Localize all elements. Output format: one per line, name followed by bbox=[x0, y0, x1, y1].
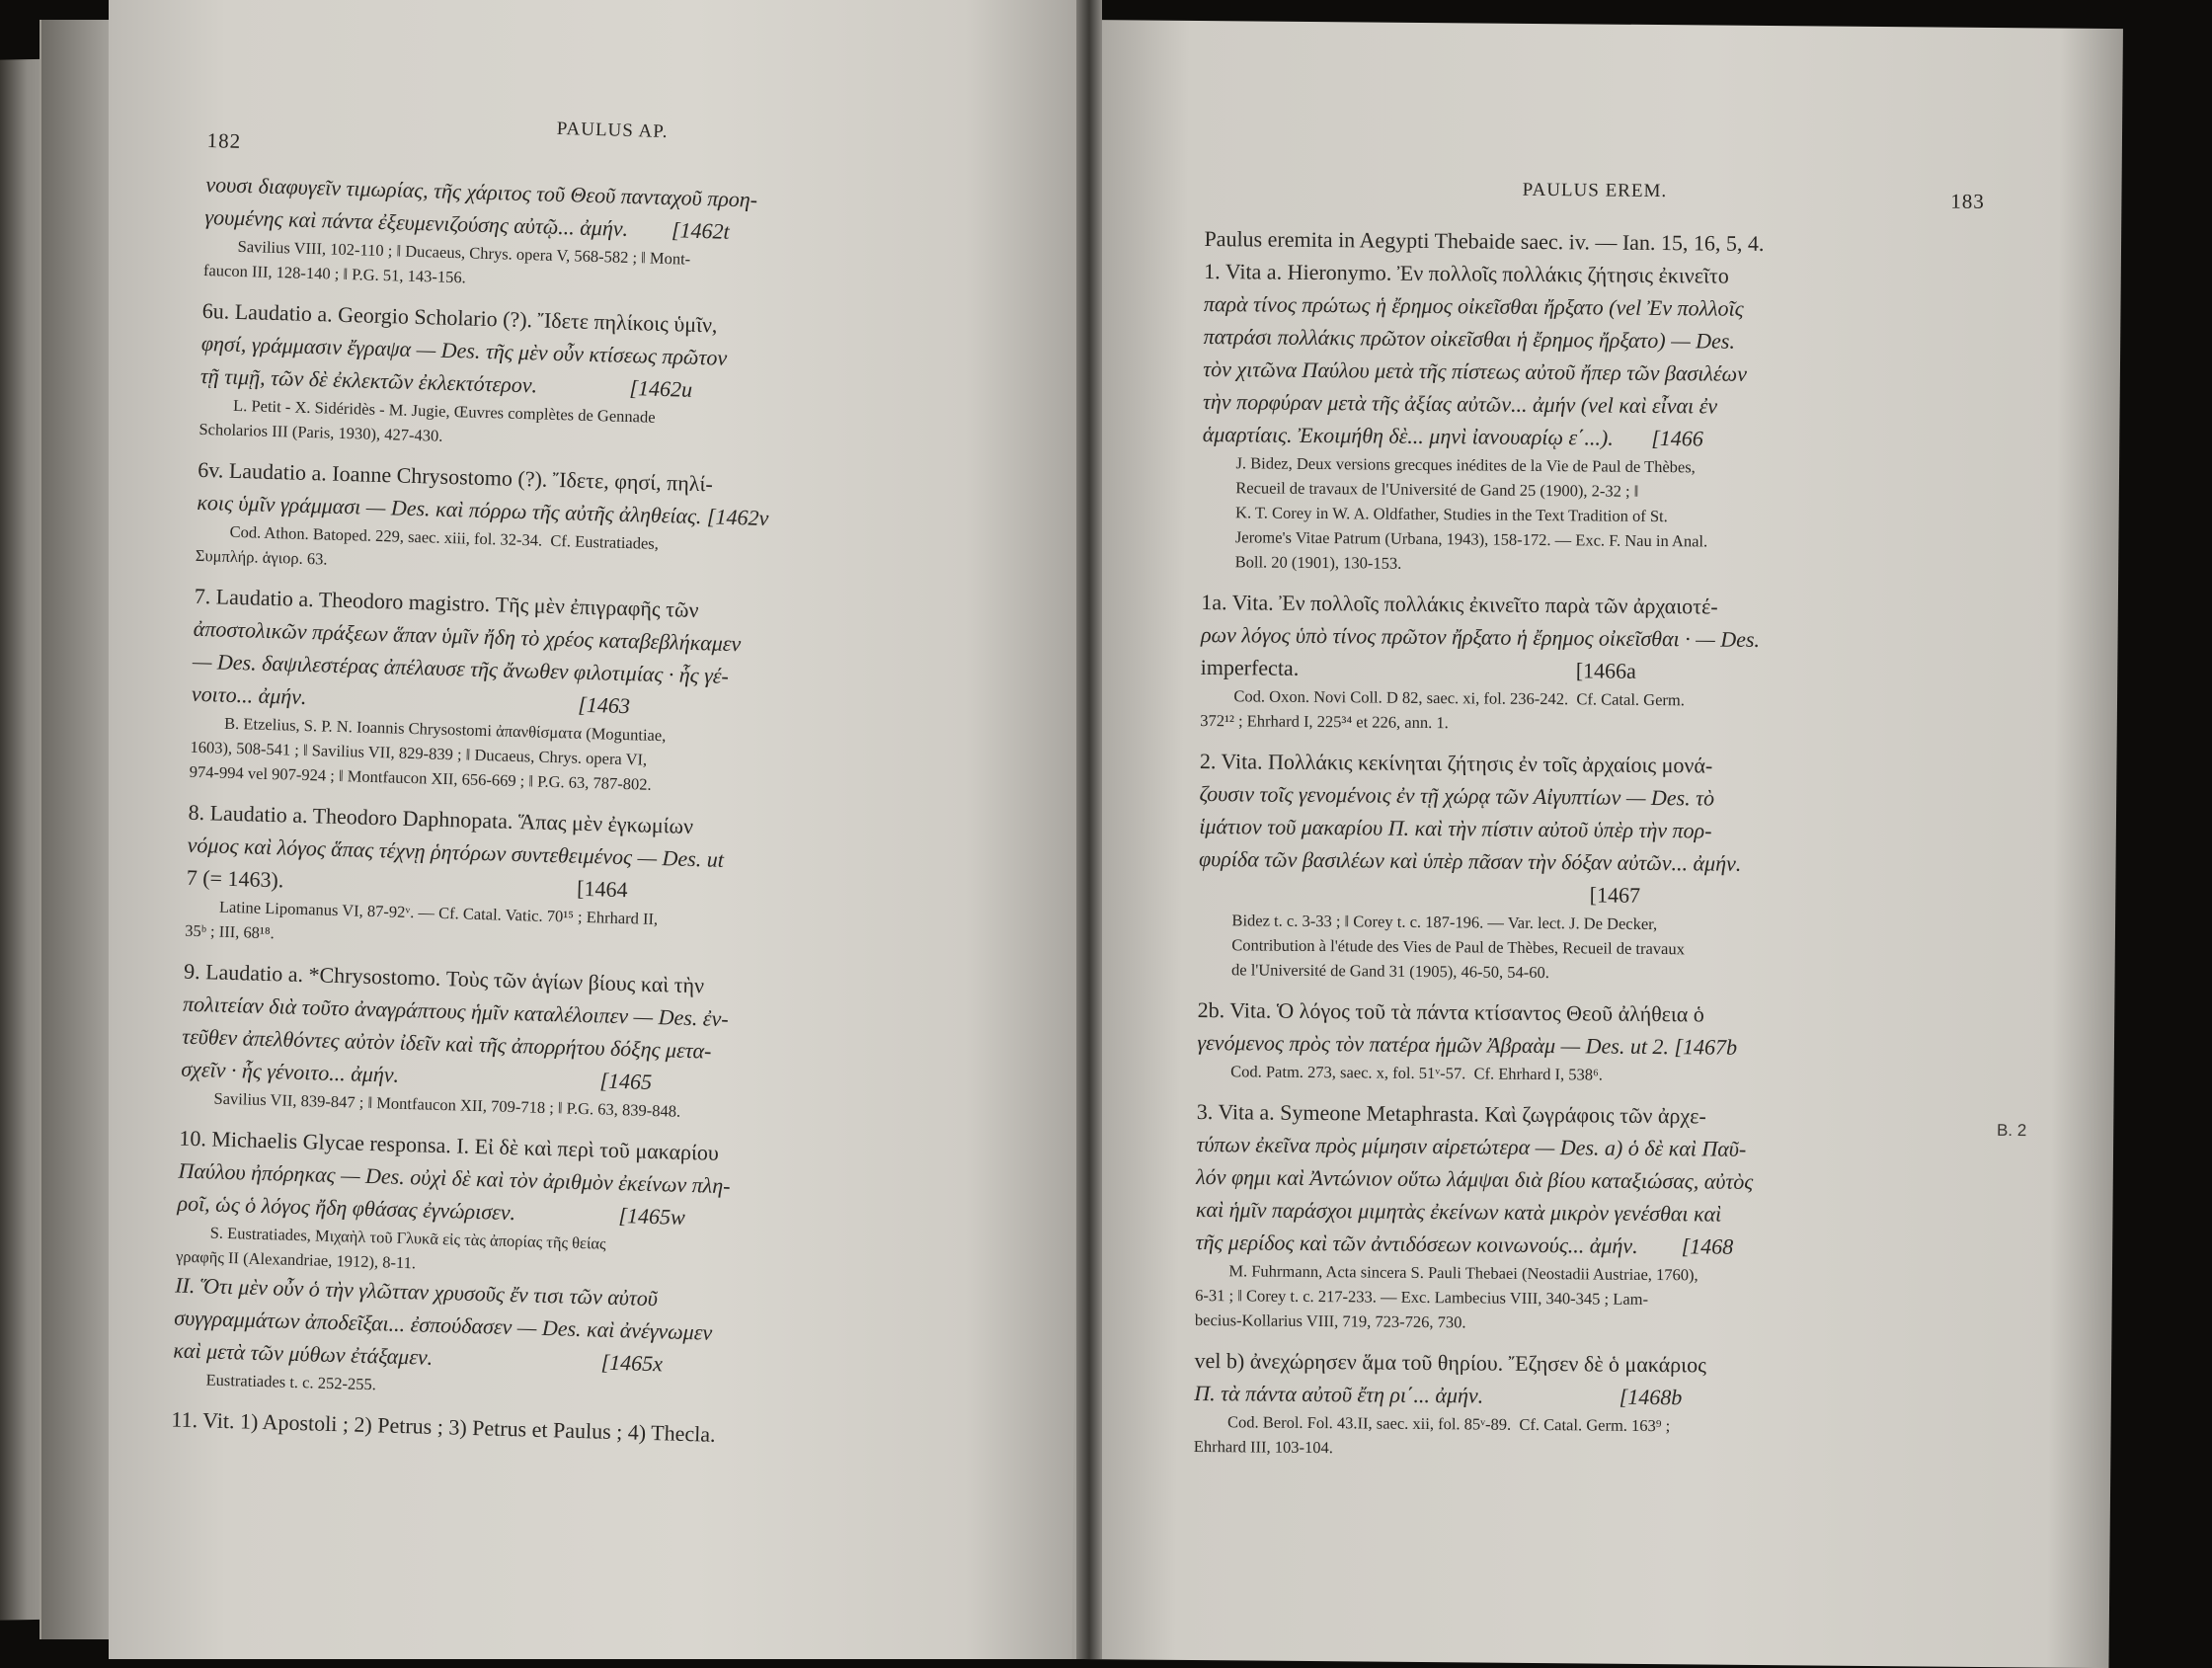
text-line: φυρίδα τῶν βασιλέων καὶ ὑπὲρ πᾶσαν τὴν δόξαν αὐτῶν... ἀμήν. bbox=[1198, 845, 1742, 876]
margin-note: B. 2 bbox=[1996, 1120, 2027, 1141]
reference-line: Recueil de travaux de l'Université de Gand 25 (1900), 2-32 ; ‖ bbox=[1235, 478, 1639, 501]
reference-line: Savilius VIII, 102-110 ; ‖ Ducaeus, Chrys. opera V, 568-582 ; ‖ Mont- bbox=[237, 236, 691, 269]
text-line: ζουσιν τοῖς γενομένοις ἐν τῇ χώρᾳ τῶν Αἰγυπτίων — Des. τὸ bbox=[1199, 780, 1715, 811]
right-page-number: 183 bbox=[1950, 189, 1985, 213]
reference-line: Cod. Berol. Fol. 43.II, saec. xii, fol. 85ᵛ-89. Cf. Catal. Germ. 163⁹ ; bbox=[1226, 1412, 1671, 1436]
text-line: καὶ μετὰ τῶν μύθων ἐτάξαμεν. [1465x bbox=[173, 1337, 664, 1377]
text-line: συγγραμμάτων ἀποδεῖξαι... ἐσπούδασεν — Des. καὶ ἀνέγνωμεν bbox=[174, 1305, 713, 1345]
reference-line: Ehrhard III, 103-104. bbox=[1193, 1436, 1334, 1458]
right-page-text bbox=[1193, 179, 1985, 1466]
right-running-title: PAULUS EREM. bbox=[1522, 179, 1668, 202]
text-line: imperfecta. [1466a bbox=[1200, 654, 1636, 683]
text-line: φησί, γράμμασιν ἔγραψα — Des. τῆς μὲν οὖν κτίσεως πρῶτον bbox=[200, 330, 728, 370]
text-line: vel b) ἀνεχώρησεν ἅμα τοῦ θηρίου. Ἔζησεν δὲ ὁ μακάριος bbox=[1194, 1347, 1706, 1378]
reference-line: Contribution à l'étude des Vies de Paul de Thèbes, Recueil de travaux bbox=[1231, 935, 1686, 959]
reference-line: de l'Université de Gand 31 (1905), 46-50, 54-60. bbox=[1230, 960, 1550, 983]
text-line: — Des. δαψιλεστέρας ἀπέλαυσε τῆς ἄνωθεν φιλοτιμίας · ἧς γέ- bbox=[192, 648, 730, 688]
reference-line: 974-994 vel 907-924 ; ‖ Montfaucon XII, 656-669 ; ‖ P.G. 63, 787-802. bbox=[189, 761, 652, 794]
reference-line: Scholarios III (Paris, 1930), 427-430. bbox=[198, 419, 443, 445]
reference-line: Savilius VII, 839-847 ; ‖ Montfaucon XII, 709-718 ; ‖ P.G. 63, 839-848. bbox=[213, 1088, 681, 1121]
text-line: νοιτο... ἀμήν. [1463 bbox=[191, 680, 631, 719]
text-line: Paulus eremita in Aegypti Thebaide saec. iv. — Ian. 15, 16, 5, 4. bbox=[1204, 225, 1765, 256]
text-line: Π. τὰ πάντα αὐτοῦ ἔτη ρι΄... ἀμήν. [1468b bbox=[1194, 1380, 1683, 1410]
text-line: ἁμαρτίαις. Ἐκοιμήθη δὲ... μηνὶ ἰανουαρίῳ ε΄...). [1466 bbox=[1202, 421, 1703, 451]
book-gutter bbox=[1076, 0, 1102, 1659]
text-line: 1a. Vita. Ἐν πολλοῖς πολλάκις ἐκινεῖτο παρὰ τῶν ἀρχαιοτέ- bbox=[1201, 589, 1718, 619]
text-line: κοις ὑμῖν γράμμασι — Des. καὶ πόρρω τῆς αὐτῆς ἀληθείας. [1462v bbox=[197, 489, 769, 531]
reference-line: L. Petit - X. Sidéridès - M. Jugie, Œuvres complètes de Gennade bbox=[232, 395, 656, 427]
text-line: 8. Laudatio a. Theodoro Daphnopata. Ἅπας μὲν ἐγκωμίων bbox=[188, 799, 694, 839]
text-line: νουσι διαφυγεῖν τιμωρίας, τῆς χάριτος τοῦ Θεοῦ πανταχοῦ προη- bbox=[205, 171, 758, 212]
text-line: ρων λόγος ὑπὸ τίνος πρῶτον ἤρξατο ἡ ἔρημος οἰκεῖσθαι · — Des. bbox=[1200, 621, 1761, 652]
text-line: τῇ τιμῇ, τῶν δὲ ἐκλεκτῶν ἐκλεκτότερον. [1462u bbox=[199, 362, 693, 402]
reference-line: S. Eustratiades, Μιχαὴλ τοῦ Γλυκᾶ εἰς τὰς ἀπορίας τῆς θείας bbox=[209, 1223, 606, 1253]
reference-line: J. Bidez, Deux versions grecques inédites de la Vie de Paul de Thèbes, bbox=[1235, 453, 1696, 477]
text-line: σχεῖν · ἧς γένοιτο... ἀμήν. [1465 bbox=[181, 1056, 653, 1094]
text-line: 6u. Laudatio a. Georgio Scholario (?). Ἴδετε πηλίκοις ὑμῖν, bbox=[201, 297, 718, 338]
reference-line: M. Fuhrmann, Acta sincera S. Pauli Thebaei (Neostadii Austriae, 1760), bbox=[1228, 1261, 1698, 1285]
text-line: 7 (= 1463). [1464 bbox=[186, 864, 628, 903]
text-line: 7. Laudatio a. Theodoro magistro. Τῆς μὲν ἐπιγραφῆς τῶν bbox=[194, 583, 699, 623]
reference-line: γραφῆς II (Alexandriae, 1912), 8-11. bbox=[175, 1246, 417, 1273]
reference-line: faucon III, 128-140 ; ‖ P.G. 51, 143-156. bbox=[202, 260, 467, 287]
reference-line: Latine Lipomanus VI, 87-92ᵛ. — Cf. Catal. Vatic. 70¹⁵ ; Ehrhard II, bbox=[218, 897, 659, 929]
text-line: 10. Michaelis Glycae responsa. I. Εἰ δὲ καὶ περὶ τοῦ μακαρίου bbox=[179, 1125, 720, 1165]
text-line: ἀποστολικῶν πράξεων ἅπαν ὑμῖν ἤδη τὸ χρέος καταβεβλήκαμεν bbox=[193, 615, 742, 657]
text-line: καὶ ἡμῖν παράσχοι μιμητὰς ἐκείνων κατὰ μικρὸν γενέσθαι καὶ bbox=[1195, 1196, 1722, 1227]
reference-line: Boll. 20 (1901), 130-153. bbox=[1234, 552, 1402, 573]
right-page-body bbox=[1194, 222, 1985, 1466]
reference-line: 1603), 508-541 ; ‖ Savilius VII, 829-839 ; ‖ Ducaeus, Chrys. opera VI, bbox=[190, 737, 648, 769]
text-line: 11. Vit. 1) Apostoli ; 2) Petrus ; 3) Petrus et Paulus ; 4) Thecla. bbox=[171, 1406, 716, 1447]
text-line: τὸν χιτῶνα Παύλου μετὰ τῆς πίστεως αὐτοῦ ἤπερ τῶν βασιλέων bbox=[1203, 356, 1748, 386]
reference-line: 372¹² ; Ehrhard I, 225³⁴ et 226, ann. 1. bbox=[1200, 710, 1449, 733]
text-line: 3. Vita a. Symeone Metaphrasta. Καὶ ζωγράφοις τῶν ἀρχε- bbox=[1196, 1098, 1706, 1129]
text-line: τὴν πορφύραν μετὰ τῆς ἀξίας αὐτῶν... ἀμήν (vel καὶ εἶναι ἐν bbox=[1202, 388, 1718, 419]
left-page-text bbox=[171, 118, 1017, 1458]
text-line: λόν φημι καὶ Ἀντώνιον οὕτω λάμψαι διὰ βίου καταξιώσας, αὐτὸς bbox=[1196, 1163, 1754, 1194]
text-line: παρὰ τίνος πρώτως ἡ ἔρημος οἰκεῖσθαι ἤρξατο (vel Ἐν πολλοῖς bbox=[1203, 290, 1744, 321]
text-line: πατράσι πολλάκις πρῶτον οἰκεῖσθαι ἡ ἔρημος ἤρξατο) — Des. bbox=[1203, 323, 1736, 354]
text-line: 2. Vita. Πολλάκις κεκίνηται ζήτησις ἐν τοῖς ἀρχαίοις μονά- bbox=[1199, 748, 1713, 778]
text-line: πολιτείαν διὰ τοῦτο ἀναγράπτους ἡμῖν καταλέλοιπεν — Des. ἐν- bbox=[182, 991, 730, 1032]
reference-line: becius-Kollarius VIII, 719, 723-726, 730. bbox=[1194, 1310, 1466, 1332]
text-line: ἱμάτιον τοῦ μακαρίου Π. καὶ τὴν πίστιν αὐτοῦ ὑπὲρ τὴν πορ- bbox=[1199, 813, 1712, 843]
reference-line: 35ᵇ ; III, 68¹⁸. bbox=[185, 920, 276, 943]
text-line: II. Ὅτι μὲν οὖν ὁ τὴν γλῶτταν χρυσοῦς ἔν τισι τῶν αὐτοῦ bbox=[174, 1272, 659, 1311]
text-line: 9. Laudatio a. *Chrysostomo. Τοὺς τῶν ἁγίων βίους καὶ τὴν bbox=[183, 958, 705, 998]
reference-line: 6-31 ; ‖ Corey t. c. 217-233. — Exc. Lambecius VIII, 340-345 ; Lam- bbox=[1195, 1285, 1649, 1309]
reference-line: B. Etzelius, S. P. N. Ioannis Chrysostomi ἀπανθίσματα (Moguntiae, bbox=[223, 713, 667, 746]
text-line: τύπων ἐκεῖνα πρὸς μίμησιν αἱρετώτερα — Des. a) ὁ δὲ καὶ Παῦ- bbox=[1196, 1131, 1747, 1161]
reference-line: Συμπλήρ. ἁγιορ. 63. bbox=[195, 545, 328, 569]
text-line: 1. Vita a. Hieronymo. Ἐν πολλοῖς πολλάκις ζήτησις ἐκινεῖτο bbox=[1204, 258, 1729, 288]
left-page-body bbox=[171, 168, 1016, 1458]
text-line: 2b. Vita. Ὁ λόγος τοῦ τὰ πάντα κτίσαντος Θεοῦ ἀλήθεια ὁ bbox=[1197, 996, 1704, 1027]
reference-line: Eustratiades t. c. 252-255. bbox=[205, 1370, 377, 1394]
text-line: [1467 bbox=[1198, 878, 1641, 908]
text-line: νόμος καὶ λόγος ἅπας τέχνῃ ῥητόρων συντεθειμένος — Des. ut bbox=[187, 832, 725, 872]
reference-line: Cod. Patm. 273, saec. x, fol. 51ᵛ-57. Cf. Ehrhard I, 538⁶. bbox=[1230, 1062, 1603, 1084]
reference-line: Cod. Athon. Batoped. 229, saec. xiii, fol. 32-34. Cf. Eustratiades, bbox=[229, 521, 660, 553]
text-line: τεῦθεν ἀπελθόντες αὐτὸν ἰδεῖν καὶ τῆς ἀπορρήτου δόξης μετα- bbox=[181, 1023, 712, 1064]
right-page-header bbox=[1205, 179, 1985, 229]
text-line: γενόμενος πρὸς τὸν πατέρα ἡμῶν Ἀβραὰμ — Des. ut 2. [1467b bbox=[1197, 1029, 1738, 1060]
reference-line: Bidez t. c. 3-33 ; ‖ Corey t. c. 187-196. — Var. lect. J. De Decker, bbox=[1231, 911, 1658, 934]
text-line: γουμένης καὶ πάντα ἐξευμενιζούσης αὐτῷ... ἀμήν. [1462t bbox=[204, 203, 731, 244]
text-line: 6v. Laudatio a. Ioanne Chrysostomo (?). Ἴδετε, φησί, πηλί- bbox=[198, 456, 714, 497]
text-line: ρoῖ, ὡς ὁ λόγος ἤδη φθάσας ἐγνώρισεν. [1465w bbox=[177, 1190, 686, 1230]
left-running-title: PAULUS AP. bbox=[556, 118, 669, 143]
reference-line: Cod. Oxon. Novi Coll. D 82, saec. xi, fol. 236-242. Cf. Catal. Germ. bbox=[1233, 686, 1685, 710]
text-line: τῆς μερίδος καὶ τῶν ἀντιδόσεων κοινωνούς... ἀμήν. [1468 bbox=[1195, 1229, 1734, 1259]
left-page-number: 182 bbox=[206, 128, 242, 153]
reference-line: K. T. Corey in W. A. Oldfather, Studies in the Text Tradition of St. bbox=[1235, 503, 1668, 526]
text-line: Παύλου ἠπόρηκας — Des. οὐχὶ δὲ καὶ τὸν ἀριθμὸν ἐκείνων πλη- bbox=[178, 1157, 731, 1199]
reference-line: Jerome's Vitae Patrum (Urbana, 1943), 158-172. — Exc. F. Nau in Anal. bbox=[1234, 527, 1708, 551]
